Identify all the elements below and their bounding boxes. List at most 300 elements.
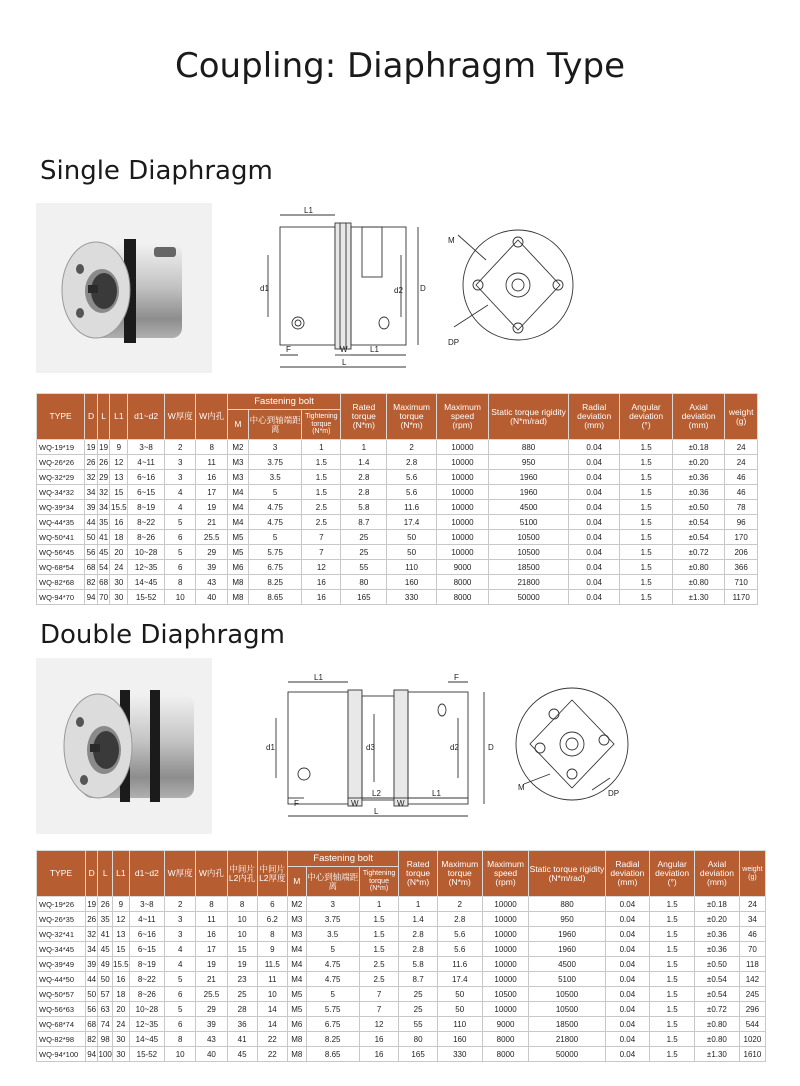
table-cell: 57 <box>98 987 113 1002</box>
table-row <box>37 545 758 560</box>
double-col-axial-deviation: Axial deviation (mm) <box>695 851 740 897</box>
table-cell: 12 <box>113 912 130 927</box>
table-cell: 10000 <box>482 972 529 987</box>
table-cell: 8.25 <box>306 1032 359 1047</box>
table-cell: 6 <box>165 1017 196 1032</box>
table-cell: 4.75 <box>248 515 302 530</box>
table-cell: 19 <box>97 440 110 455</box>
table-cell: 10000 <box>436 455 488 470</box>
double-dim-l2: L2 <box>372 789 381 798</box>
single-col-angular-deviation: Angular deviation (°) <box>620 394 672 440</box>
table-cell: 68 <box>85 1017 97 1032</box>
table-cell: 245 <box>739 987 765 1002</box>
table-cell: 19 <box>85 440 98 455</box>
single-col-d1d2: d1~d2 <box>128 394 165 440</box>
double-col-w-thickness: W厚度 <box>165 851 196 897</box>
table-cell: 2.8 <box>399 927 438 942</box>
table-cell: 5 <box>248 530 302 545</box>
page-title: Coupling: Diaphragm Type <box>175 46 625 86</box>
double-col-max-speed: Maximum speed (rpm) <box>482 851 529 897</box>
table-cell: 82 <box>85 575 98 590</box>
table-cell: 17 <box>196 942 227 957</box>
double-dim-f-top: F <box>454 673 459 682</box>
table-cell: 6.2 <box>257 912 287 927</box>
table-cell: 10000 <box>436 500 488 515</box>
table-cell: 1.5 <box>620 560 672 575</box>
table-cell: 25 <box>341 545 387 560</box>
table-cell: 1.5 <box>620 545 672 560</box>
table-cell: 10 <box>227 912 257 927</box>
table-cell: 50 <box>98 972 113 987</box>
table-cell: 165 <box>341 590 387 605</box>
table-cell: 110 <box>437 1017 482 1032</box>
table-cell: M8 <box>227 575 248 590</box>
table-cell: 10000 <box>436 440 488 455</box>
table-cell: 880 <box>489 440 569 455</box>
table-cell: WQ-50*57 <box>37 987 86 1002</box>
table-cell: WQ-56*45 <box>37 545 85 560</box>
table-cell: 9 <box>113 897 130 912</box>
table-cell: 4.75 <box>306 957 359 972</box>
table-cell: 4 <box>164 485 195 500</box>
table-cell: 5 <box>165 1002 196 1017</box>
double-dim-d2: d2 <box>450 743 459 752</box>
double-dim-d3: d3 <box>366 743 375 752</box>
table-cell: 2 <box>164 440 195 455</box>
table-cell: 56 <box>85 1002 97 1017</box>
table-cell: 11.5 <box>257 957 287 972</box>
table-cell: 22 <box>257 1047 287 1062</box>
table-cell: 11 <box>196 912 227 927</box>
table-cell: 34 <box>739 912 765 927</box>
table-cell: 8 <box>257 927 287 942</box>
table-cell: 12 <box>359 1017 399 1032</box>
table-cell: M4 <box>227 515 248 530</box>
table-cell: 4.75 <box>306 972 359 987</box>
table-cell: 110 <box>387 560 436 575</box>
table-cell: 80 <box>341 575 387 590</box>
table-cell: M3 <box>227 470 248 485</box>
table-cell: 1 <box>359 897 399 912</box>
table-row <box>37 500 758 515</box>
table-cell: 9000 <box>482 1017 529 1032</box>
table-cell: 24 <box>110 560 128 575</box>
table-cell: 1.5 <box>650 927 695 942</box>
table-cell: 15.5 <box>113 957 130 972</box>
double-col-l1: L1 <box>113 851 130 897</box>
single-col-l1: L1 <box>110 394 128 440</box>
table-cell: ±0.80 <box>695 1017 740 1032</box>
table-cell: 19 <box>196 500 227 515</box>
table-cell: 5.6 <box>437 942 482 957</box>
double-dim-w: W <box>351 799 359 808</box>
table-cell: 1020 <box>739 1032 765 1047</box>
table-cell: 17 <box>196 485 227 500</box>
table-cell: 32 <box>85 927 97 942</box>
single-col-rated-torque: Rated torque (N*m) <box>341 394 387 440</box>
table-cell: 1 <box>341 440 387 455</box>
table-cell: 0.04 <box>605 972 650 987</box>
table-cell: 16 <box>113 972 130 987</box>
table-cell: 0.04 <box>568 440 619 455</box>
table-cell: 16 <box>359 1047 399 1062</box>
table-cell: 0.04 <box>605 897 650 912</box>
table-cell: 1.4 <box>341 455 387 470</box>
table-cell: 12~35 <box>128 560 165 575</box>
single-spec-table <box>36 393 758 605</box>
table-row <box>37 897 766 912</box>
table-cell: 1960 <box>489 470 569 485</box>
double-dim-f: F <box>294 799 299 808</box>
table-cell: WQ-68*74 <box>37 1017 86 1032</box>
double-col-tightening-torque: Tightening torque (N*m) <box>359 867 399 897</box>
table-cell: WQ-26*26 <box>37 455 85 470</box>
table-row <box>37 1047 766 1062</box>
table-cell: 8~19 <box>129 957 164 972</box>
table-cell: 14 <box>257 1017 287 1032</box>
single-col-max-torque: Maximum torque (N*m) <box>387 394 436 440</box>
table-cell: 7 <box>302 545 341 560</box>
double-col-l: L <box>98 851 113 897</box>
table-cell: 8000 <box>482 1032 529 1047</box>
table-cell: WQ-34*45 <box>37 942 86 957</box>
table-cell: 6.75 <box>306 1017 359 1032</box>
table-cell: 11.6 <box>437 957 482 972</box>
table-cell: 45 <box>98 942 113 957</box>
table-cell: 29 <box>196 545 227 560</box>
table-cell: 35 <box>97 515 110 530</box>
table-cell: 55 <box>399 1017 438 1032</box>
single-dim-d1: d1 <box>260 284 269 293</box>
single-col-d: D <box>85 394 98 440</box>
table-cell: 0.04 <box>605 957 650 972</box>
table-cell: 0.04 <box>605 912 650 927</box>
table-cell: 1.5 <box>650 942 695 957</box>
single-col-type: TYPE <box>37 394 85 440</box>
table-cell: 41 <box>97 530 110 545</box>
table-cell: 2.8 <box>341 485 387 500</box>
table-cell: 96 <box>725 515 758 530</box>
table-cell: 9000 <box>436 560 488 575</box>
double-col-angular-deviation: Angular deviation (°) <box>650 851 695 897</box>
table-cell: 0.04 <box>605 1017 650 1032</box>
table-cell: 41 <box>227 1032 257 1047</box>
table-cell: 0.04 <box>568 530 619 545</box>
table-cell: 3 <box>248 440 302 455</box>
table-cell: M3 <box>227 455 248 470</box>
table-cell: ±0.36 <box>695 927 740 942</box>
table-cell: 1.5 <box>650 1032 695 1047</box>
double-col-fastening-bolt: Fastening bolt <box>287 851 398 867</box>
table-cell: 25 <box>341 530 387 545</box>
table-cell: 0.04 <box>605 987 650 1002</box>
table-cell: 34 <box>85 942 97 957</box>
table-row <box>37 530 758 545</box>
table-cell: 5100 <box>529 972 605 987</box>
table-cell: 1.5 <box>359 912 399 927</box>
table-cell: M4 <box>227 485 248 500</box>
table-cell: 70 <box>97 590 110 605</box>
double-col-mid-thickness: 中间片L2厚度 <box>257 851 287 897</box>
table-cell: 1.5 <box>359 927 399 942</box>
table-cell: 4500 <box>489 500 569 515</box>
table-cell: WQ-94*100 <box>37 1047 86 1062</box>
table-cell: 0.04 <box>605 942 650 957</box>
table-cell: 46 <box>725 470 758 485</box>
table-cell: 44 <box>85 515 98 530</box>
table-cell: ±0.54 <box>695 987 740 1002</box>
table-cell: WQ-39*34 <box>37 500 85 515</box>
table-cell: 544 <box>739 1017 765 1032</box>
table-cell: ±0.20 <box>695 912 740 927</box>
table-cell: 12 <box>302 560 341 575</box>
table-cell: 50 <box>387 545 436 560</box>
table-row <box>37 1017 766 1032</box>
table-cell: 8.25 <box>248 575 302 590</box>
table-cell: 0.04 <box>568 455 619 470</box>
table-cell: 1.5 <box>650 1002 695 1017</box>
table-cell: 5100 <box>489 515 569 530</box>
single-col-weight: weight (g) <box>725 394 758 440</box>
table-cell: 15-52 <box>128 590 165 605</box>
table-cell: 1.5 <box>650 987 695 1002</box>
single-col-center-distance: 中心到轴端距离 <box>248 410 302 440</box>
table-cell: 24 <box>725 440 758 455</box>
table-cell: 15 <box>110 485 128 500</box>
table-cell: ±0.54 <box>695 972 740 987</box>
table-cell: 32 <box>85 470 98 485</box>
table-cell: 170 <box>725 530 758 545</box>
table-cell: 9 <box>257 942 287 957</box>
table-cell: 1.5 <box>620 485 672 500</box>
table-cell: 34 <box>97 500 110 515</box>
table-cell: 25 <box>227 987 257 1002</box>
double-col-max-torque: Maximum torque (N*m) <box>437 851 482 897</box>
table-cell: 6 <box>165 987 196 1002</box>
table-cell: M6 <box>227 560 248 575</box>
table-cell: 17.4 <box>437 972 482 987</box>
table-cell: 16 <box>110 515 128 530</box>
table-cell: 3 <box>165 927 196 942</box>
table-cell: 950 <box>489 455 569 470</box>
table-cell: 1.5 <box>302 455 341 470</box>
table-cell: 24 <box>725 455 758 470</box>
table-cell: 10 <box>164 590 195 605</box>
table-cell: 1.5 <box>302 470 341 485</box>
table-cell: M2 <box>287 897 306 912</box>
table-cell: 1.5 <box>650 912 695 927</box>
double-spec-table <box>36 850 766 1062</box>
table-cell: 3 <box>165 912 196 927</box>
table-cell: 0.04 <box>568 545 619 560</box>
table-cell: 39 <box>85 957 97 972</box>
table-cell: 28 <box>227 1002 257 1017</box>
table-row <box>37 455 758 470</box>
table-cell: 2.5 <box>359 972 399 987</box>
table-cell: 118 <box>739 957 765 972</box>
single-col-static-rigidity: Static torque rigidity (N*m/rad) <box>489 394 569 440</box>
table-cell: 710 <box>725 575 758 590</box>
table-cell: 8.65 <box>306 1047 359 1062</box>
table-cell: 10500 <box>482 987 529 1002</box>
single-col-fastening-bolt: Fastening bolt <box>227 394 340 410</box>
table-cell: 18 <box>110 530 128 545</box>
table-cell: 8.7 <box>341 515 387 530</box>
table-cell: 10 <box>227 927 257 942</box>
table-cell: 8000 <box>482 1047 529 1062</box>
table-cell: 206 <box>725 545 758 560</box>
table-cell: ±0.18 <box>695 897 740 912</box>
table-cell: 5.6 <box>437 927 482 942</box>
table-cell: 1.5 <box>620 455 672 470</box>
table-cell: M5 <box>287 987 306 1002</box>
table-cell: 1.5 <box>620 515 672 530</box>
table-cell: 4.75 <box>248 500 302 515</box>
table-cell: WQ-50*41 <box>37 530 85 545</box>
table-cell: 30 <box>113 1032 130 1047</box>
double-col-radial-deviation: Radial deviation (mm) <box>605 851 650 897</box>
table-cell: 2.5 <box>359 957 399 972</box>
table-cell: 366 <box>725 560 758 575</box>
table-cell: 10 <box>165 1047 196 1062</box>
table-cell: 8~19 <box>128 500 165 515</box>
table-cell: WQ-44*50 <box>37 972 86 987</box>
table-cell: WQ-68*54 <box>37 560 85 575</box>
table-cell: 19 <box>85 897 97 912</box>
table-cell: 20 <box>110 545 128 560</box>
table-cell: 0.04 <box>568 500 619 515</box>
table-cell: 1.5 <box>620 500 672 515</box>
table-cell: 8.65 <box>248 590 302 605</box>
table-cell: 10500 <box>529 987 605 1002</box>
table-cell: 40 <box>196 590 227 605</box>
table-cell: 1.5 <box>620 440 672 455</box>
table-cell: WQ-56*63 <box>37 1002 86 1017</box>
table-cell: 1.5 <box>620 575 672 590</box>
table-cell: ±0.80 <box>672 575 724 590</box>
table-cell: 10500 <box>529 1002 605 1017</box>
table-cell: 82 <box>85 1032 97 1047</box>
table-cell: 296 <box>739 1002 765 1017</box>
table-row <box>37 515 758 530</box>
table-cell: 98 <box>98 1032 113 1047</box>
single-col-tightening-torque: Tightening torque (N*m) <box>302 410 341 440</box>
table-row <box>37 575 758 590</box>
table-cell: 1.5 <box>650 957 695 972</box>
double-col-type: TYPE <box>37 851 86 897</box>
table-cell: M8 <box>287 1032 306 1047</box>
single-col-axial-deviation: Axial deviation (mm) <box>672 394 724 440</box>
table-cell: 55 <box>341 560 387 575</box>
table-cell: 160 <box>387 575 436 590</box>
double-col-static-rigidity: Static torque rigidity (N*m/rad) <box>529 851 605 897</box>
table-cell: 10000 <box>482 1002 529 1017</box>
table-cell: 39 <box>196 1017 227 1032</box>
double-col-d: D <box>85 851 97 897</box>
table-cell: M5 <box>287 1002 306 1017</box>
single-col-w-thickness: W厚度 <box>164 394 195 440</box>
single-dim-w: W <box>340 345 348 354</box>
double-col-weight: weight (g) <box>739 851 765 897</box>
table-cell: 94 <box>85 590 98 605</box>
table-cell: ±0.36 <box>672 485 724 500</box>
table-cell: 0.04 <box>605 1032 650 1047</box>
table-cell: 26 <box>85 455 98 470</box>
table-row <box>37 590 758 605</box>
table-cell: 10000 <box>482 927 529 942</box>
double-dim-w2: W <box>397 799 405 808</box>
table-cell: 0.04 <box>568 590 619 605</box>
table-cell: 165 <box>399 1047 438 1062</box>
table-cell: 1 <box>302 440 341 455</box>
table-cell: 5.6 <box>387 485 436 500</box>
table-cell: WQ-32*29 <box>37 470 85 485</box>
table-cell: 10000 <box>436 485 488 500</box>
table-cell: 1.5 <box>620 470 672 485</box>
double-col-rated-torque: Rated torque (N*m) <box>399 851 438 897</box>
table-cell: 0.04 <box>568 515 619 530</box>
single-col-radial-deviation: Radial deviation (mm) <box>568 394 619 440</box>
single-dim-l1: L1 <box>304 206 313 215</box>
table-cell: 8 <box>196 897 227 912</box>
table-cell: 10000 <box>482 957 529 972</box>
table-cell: ±1.30 <box>695 1047 740 1062</box>
table-cell: 6~16 <box>128 470 165 485</box>
table-cell: 7 <box>359 1002 399 1017</box>
table-cell: 8000 <box>436 590 488 605</box>
table-row <box>37 942 766 957</box>
table-cell: M5 <box>227 530 248 545</box>
table-cell: M4 <box>227 500 248 515</box>
table-cell: 1 <box>399 897 438 912</box>
table-cell: 1.4 <box>399 912 438 927</box>
table-cell: 3 <box>306 897 359 912</box>
table-cell: 0.04 <box>605 1002 650 1017</box>
table-cell: 94 <box>85 1047 97 1062</box>
table-cell: 2.8 <box>437 912 482 927</box>
table-cell: 1.5 <box>650 1017 695 1032</box>
table-cell: 5.75 <box>248 545 302 560</box>
table-cell: 23 <box>227 972 257 987</box>
table-cell: M3 <box>287 927 306 942</box>
table-cell: M8 <box>227 590 248 605</box>
table-cell: 880 <box>529 897 605 912</box>
table-cell: 21 <box>196 972 227 987</box>
table-cell: M4 <box>287 957 306 972</box>
double-coupling-photo <box>36 658 212 834</box>
double-dim-l: L <box>374 807 379 816</box>
table-cell: 17.4 <box>387 515 436 530</box>
table-cell: 7 <box>302 530 341 545</box>
table-cell: 56 <box>85 545 98 560</box>
table-cell: 68 <box>85 560 98 575</box>
table-cell: 20 <box>113 1002 130 1017</box>
table-cell: 3.5 <box>248 470 302 485</box>
table-cell: 80 <box>399 1032 438 1047</box>
table-cell: 78 <box>725 500 758 515</box>
table-row <box>37 440 758 455</box>
table-cell: 3.75 <box>306 912 359 927</box>
table-cell: 21800 <box>529 1032 605 1047</box>
single-dim-m: M <box>448 236 455 245</box>
table-cell: ±0.50 <box>672 500 724 515</box>
double-dim-d: D <box>488 743 494 752</box>
table-cell: 10000 <box>436 470 488 485</box>
single-dim-d: D <box>420 284 426 293</box>
table-cell: 0.04 <box>605 1047 650 1062</box>
table-cell: 24 <box>739 897 765 912</box>
table-cell: 5 <box>164 515 195 530</box>
